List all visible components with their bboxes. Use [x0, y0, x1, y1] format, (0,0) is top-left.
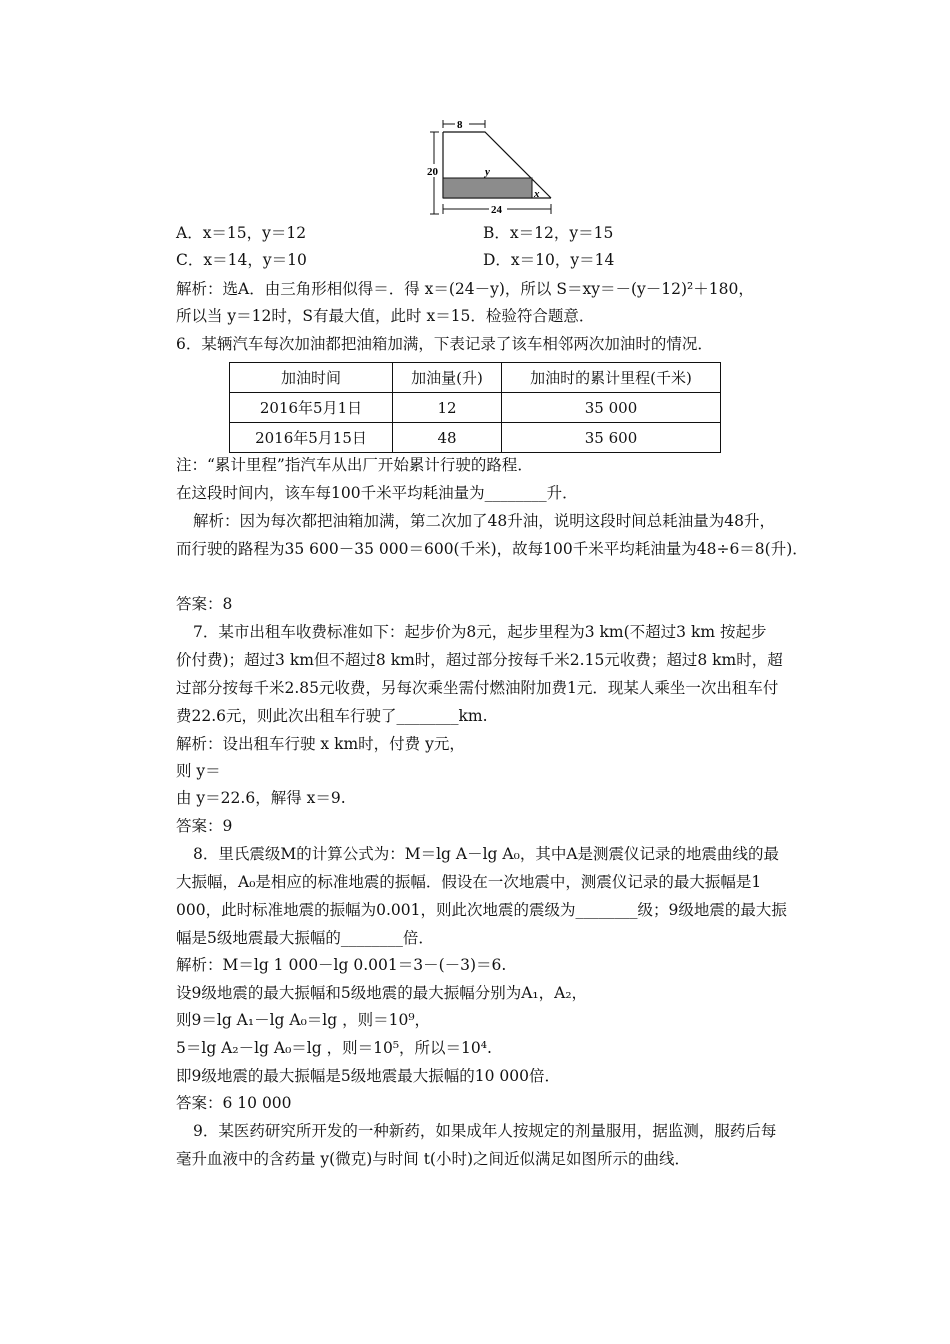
solution-line: 由 y＝22.6，解得 x＝9. [176, 789, 346, 807]
answer: 答案：9 [176, 817, 233, 835]
question-text: 价付费)；超过3 km但不超过8 km时，超过部分按每千米2.15元收费；超过8 km时，超 [176, 651, 783, 669]
solution-line: 解析：选A．由三角形相似得＝．得 x＝(24－y)，所以 S＝xy＝－(y－12)²＋180， [176, 280, 754, 298]
question-9: 9．某医药研究所开发的一种新药，如果成年人按规定的剂量服用，据监测，服药后每 [193, 1122, 777, 1140]
table-cell: 2016年5月1日 [230, 393, 393, 423]
table-cell: 35 000 [502, 393, 721, 423]
solution-line: 则9＝lg A₁－lg A₀＝lg ，则＝10⁹， [176, 1011, 431, 1029]
table-cell: 2016年5月15日 [230, 423, 393, 453]
label-top: 8 [457, 119, 463, 131]
label-x: x [534, 188, 540, 200]
solution-line: 解析：M＝lg 1 000－lg 0.001＝3－(－3)＝6. [176, 956, 507, 974]
question-6: 6．某辆汽车每次加油都把油箱加满，下表记录了该车相邻两次加油时的情况． [176, 335, 713, 353]
table-row [230, 423, 721, 453]
fuel-table [229, 362, 721, 453]
table-cell: 12 [393, 393, 502, 423]
solution-line: 设9级地震的最大振幅和5级地震的最大振幅分别为A₁，A₂， [176, 984, 588, 1002]
question-text: 费22.6元，则此次出租车行驶了________km. [176, 707, 488, 725]
solution-line: 5＝lg A₂－lg A₀＝lg ，则＝10⁵，所以＝10⁴. [176, 1039, 492, 1057]
label-left: 20 [427, 166, 438, 178]
answer: 答案：8 [176, 595, 233, 613]
note: 注：“累计里程”指汽车从出厂开始累计行驶的路程． [176, 456, 533, 474]
question-text: 在这段时间内，该车每100千米平均耗油量为________升． [176, 484, 578, 502]
trapezoid-figure [415, 118, 565, 218]
option-b: B．x＝12，y＝15 [483, 224, 614, 242]
solution-line: 则 y＝ [176, 762, 221, 780]
solution-line: 解析：因为每次都把油箱加满，第二次加了48升油，说明这段时间总耗油量为48升， [193, 512, 775, 530]
label-y: y [485, 166, 490, 178]
label-bottom: 24 [491, 204, 502, 216]
solution-line: 所以当 y＝12时，S有最大值，此时 x＝15．检验符合题意． [176, 307, 595, 325]
question-text: 过部分按每千米2.85元收费，另每次乘坐需付燃油附加费1元．现某人乘坐一次出租车付 [176, 679, 779, 697]
table-header-row [230, 363, 721, 393]
table-cell: 48 [393, 423, 502, 453]
solution-line: 即9级地震的最大振幅是5级地震最大振幅的10 000倍． [176, 1067, 560, 1085]
answer: 答案：6 10 000 [176, 1094, 292, 1112]
table-header: 加油时间 [230, 363, 393, 393]
question-7: 7．某市出租车收费标准如下：起步价为8元，起步里程为3 km(不超过3 km 按起步 [193, 623, 767, 641]
question-text: 毫升血液中的含药量 y(微克)与时间 t(小时)之间近似满足如图所示的曲线． [176, 1150, 691, 1168]
solution-line: 解析：设出租车行驶 x km时，付费 y元， [176, 735, 465, 753]
shaded-rectangle [443, 178, 532, 198]
solution-line: 而行驶的路程为35 600－35 000＝600(千米)，故每100千米平均耗油量为48÷6＝8(升)． [176, 540, 808, 558]
question-text: 000，此时标准地震的振幅为0.001，则此次地震的震级为________级；9级地震的最大振 [176, 901, 787, 919]
question-8: 8．里氏震级M的计算公式为：M＝lg A－lg A₀，其中A是测震仪记录的地震曲线的最 [193, 845, 780, 863]
option-d: D．x＝10，y＝14 [483, 251, 615, 269]
table-row [230, 393, 721, 423]
table-header: 加油时的累计里程(千米) [502, 363, 721, 393]
option-a: A．x＝15，y＝12 [176, 224, 307, 242]
question-text: 幅是5级地震最大振幅的________倍． [176, 929, 434, 947]
table-cell: 35 600 [502, 423, 721, 453]
table-header: 加油量(升) [393, 363, 502, 393]
option-c: C．x＝14，y＝10 [176, 251, 307, 269]
question-text: 大振幅，A₀是相应的标准地震的振幅．假设在一次地震中，测震仪记录的最大振幅是1 [176, 873, 762, 891]
